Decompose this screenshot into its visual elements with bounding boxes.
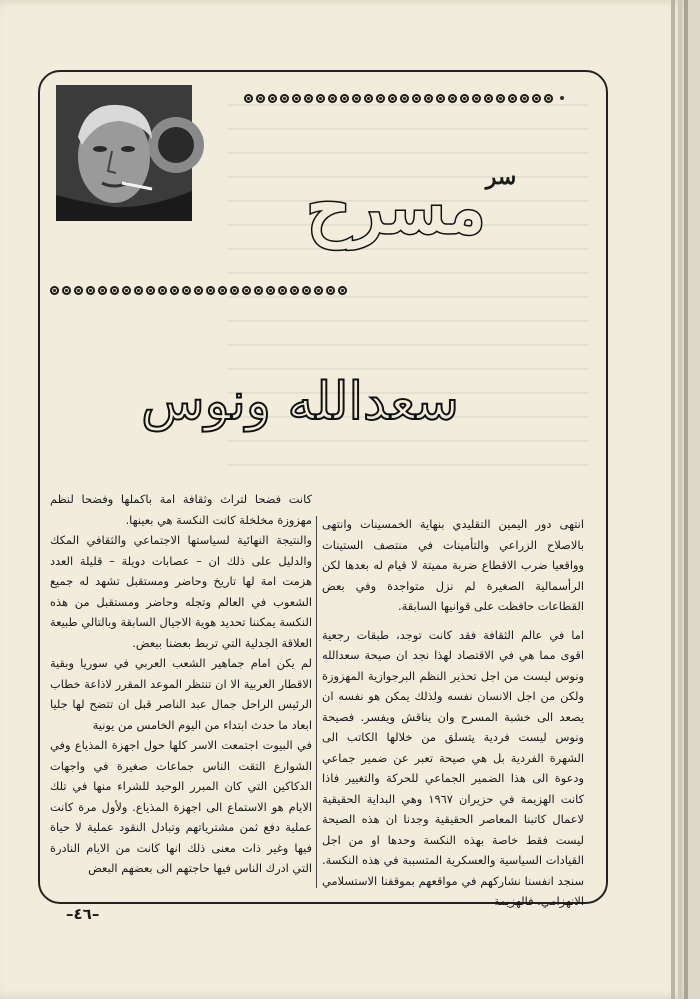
- column-divider: [316, 516, 317, 888]
- paragraph: والنتيجة النهائية لسياستها الاجتماعي والثقافي المكك والدليل على ذلك ان – عصابات دويلة – قليلة العدد هزمت امة لها تاريخ وحاضر ومستقبل تشهد له جميع الشعوب في العالم وتجله وحاضر ومستقبل من هذه النكسة يمكننا تحديد هوية الاجيال السابقة وبالتالي طبيعة العلاقة الجدلية التي تربط بعضنا ببعض.: [50, 533, 312, 650]
- paragraph: لم يكن امام جماهير الشعب العربي في سوريا وبقية الاقطار العربية الا ان تنتظر الموعد المقرر لاذاعة خطاب الرئيس الراحل جمال عبد الناصر قبل ان تتضح لها جليا ابعاد ما حدث ابتداء من اليوم الخامس من يونية: [50, 656, 312, 732]
- page-edge: [684, 0, 688, 999]
- paragraph: اما في عالم الثقافة فقد كانت توجد، طبقات رجعية اقوى مما هي في الاقتصاد لهذا نجد ان صيحة سعدالله ونوس ليست من اجل تحذير النظم البرجوازية المهزوزة ولكن من اجل الانسان نفسه ولذلك يمكن هو نفسه ان يصعد الى خشبة المسرح وان يناقش ويفسر. فصيحة ونوس ليست فردية يتسلق من خلالها الكاتب الى الشهرة الفردية بل هي صيحة تعبر عن ضمير جماعي ودعوة الى هذا الضمير الجماعي للحركة والتغيير فاذا كانت الهزيمة في حزيران ١٩٦٧ وهي البداية الحقيقية لاعمال كاتبنا المعاصر الحقيقية وجدنا ان هذه الصيحة ليست فقط خاصة بهذه النكسة وحدها او من اجل القيادات السياسية والعسكرية المتسببة في هذه النكسة. سنجد انفسنا نشاركهم في مواقعهم بموقفنا الاستسلامي الانهزامي، فالهزيمة: [322, 627, 585, 908]
- article-title: سعدالله ونوس: [141, 372, 459, 432]
- page-edge: [678, 0, 682, 999]
- section-title: مسرح: [306, 169, 486, 249]
- page-number: –٤٦–: [66, 905, 100, 923]
- section-title-graphic: [246, 150, 536, 250]
- paragraph: كانت فضحا لتراث وثقافة امة باكملها وفضحا لنظم مهزوزة مخلخلة كانت النكسة هي بعينها.: [50, 492, 312, 527]
- section-title-accent: سر: [485, 164, 517, 190]
- paragraph: في البيوت اجتمعت الاسر كلها حول اجهزة المذياع وفي الشوارع التقت الناس جماعات صغيرة في واجهات الدكاكين التي كان المبرر الوحيد للشراء منها في تلك الايام هو الاستماع الى اجهزة المذياع. ولأول مرة كانت عملية دفع ثمن مشترياتهم وتبادل النقود عملية لا حياة فيها وغير ذات معنى ذلك انها كانت من الايام النادرة التي ادرك الناس فيها حاجتهم الى بعضهم البعض: [50, 738, 312, 875]
- dot-border-top: [244, 91, 564, 105]
- paragraph: انتهى دور اليمين التقليدي بنهاية الخمسينات وانتهى بالاصلاح الزراعي والتأمينات في منتصف الستينات وواقعيا ضرب الاقطاع ضربة مميتة لا قيام له بعدها لكن الرأسمالية الصغيرة لم نزل متواجدة وفي بعض القطاعات حافظت على قوانيها السابقة.: [322, 517, 584, 613]
- article-column-right: [322, 514, 585, 908]
- article-title-graphic: [115, 365, 485, 435]
- article-column-left: [50, 489, 312, 899]
- dot-border-bottom: [50, 283, 347, 297]
- author-photo: [56, 85, 192, 221]
- page-edge: [671, 0, 675, 999]
